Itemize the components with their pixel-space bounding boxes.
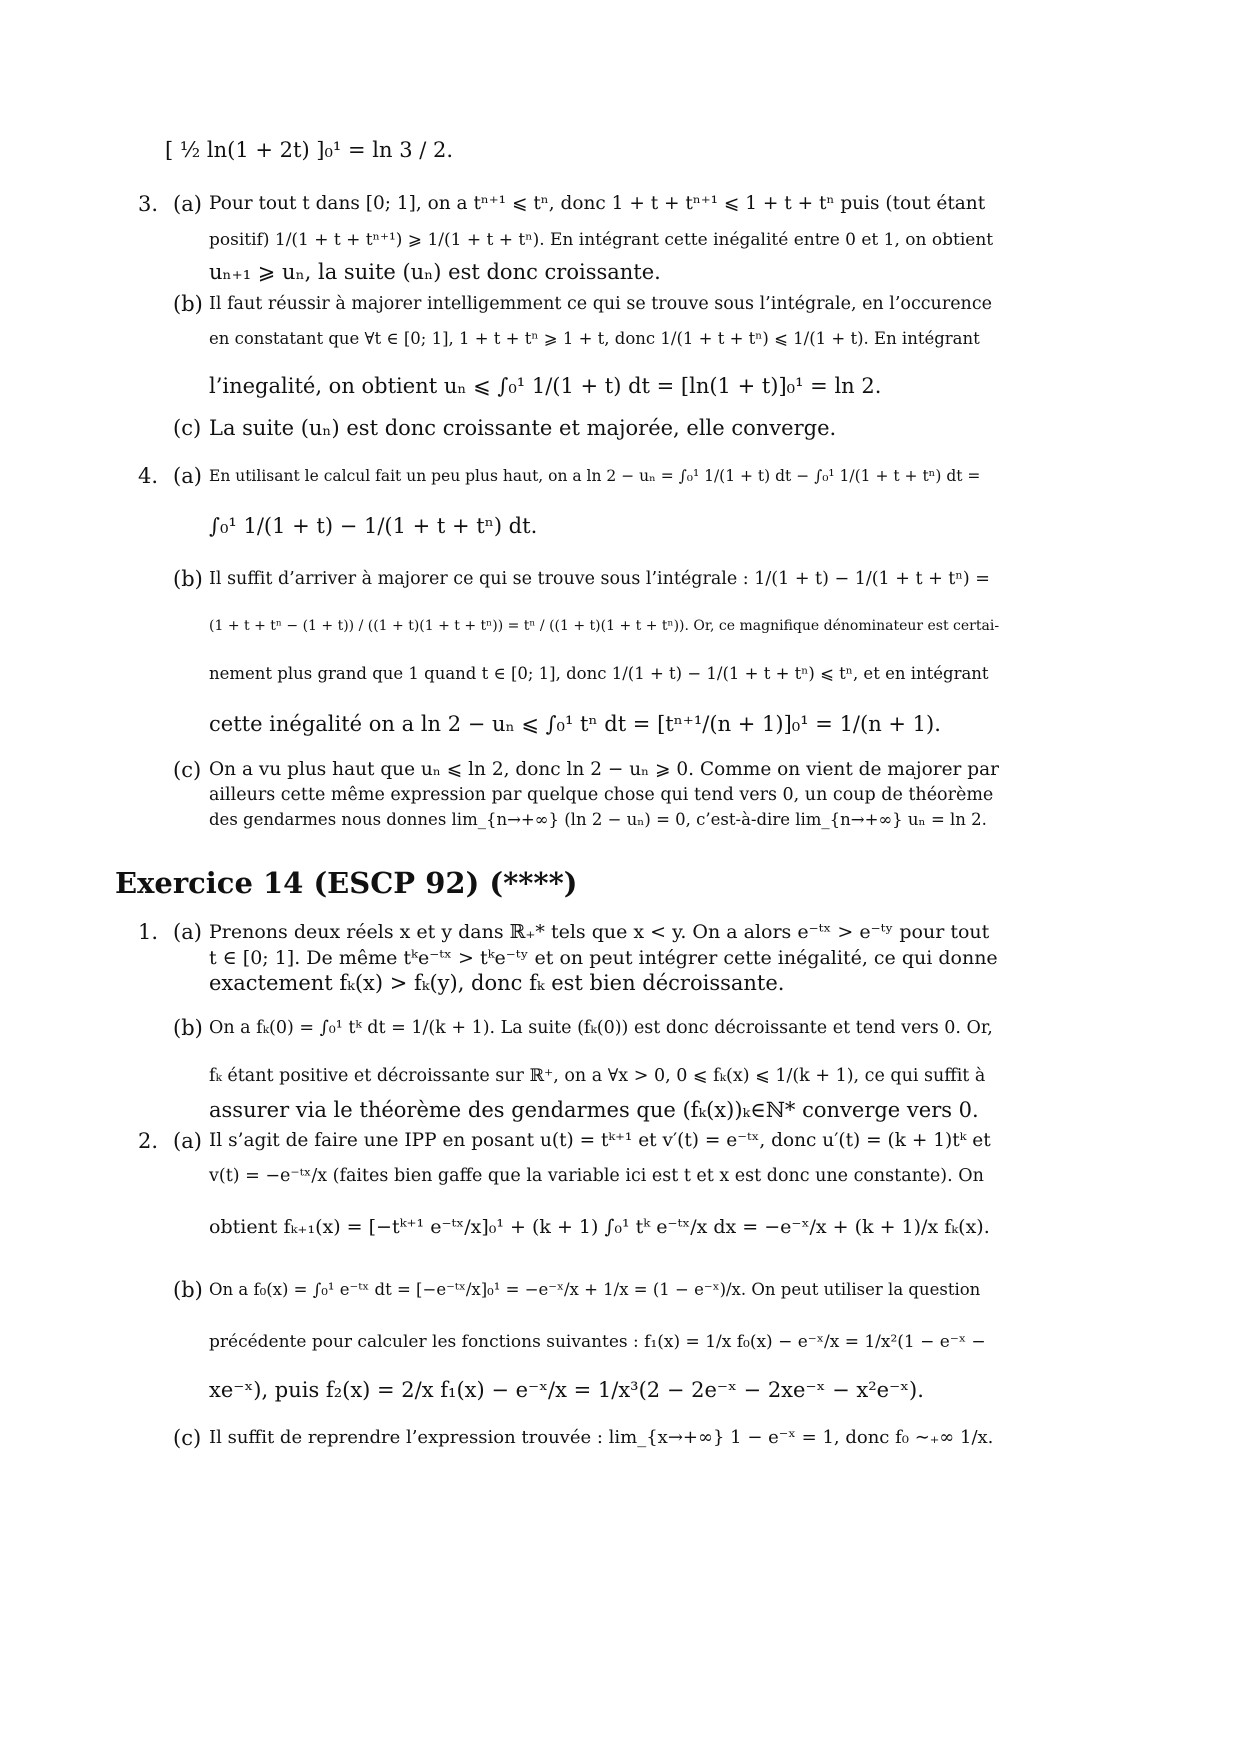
q3a-line-2: positif) 1/(1 + t + tⁿ⁺¹) ⩾ 1/(1 + t + tⁿ). En intégrant cette inégalité entre 0 et 1, on obtient [209,230,994,250]
q3a-line-1: Pour tout t dans [0; 1], on a tⁿ⁺¹ ⩽ tⁿ, donc 1 + t + tⁿ⁺¹ ⩽ 1 + t + tⁿ puis (tout étant [209,193,986,214]
ex14-q2a-line-2: v(t) = −e⁻ᵗˣ/x (faites bien gaffe que la variable ici est t et x est donc une constante). On [209,1166,984,1186]
q3a-line-3: uₙ₊₁ ⩾ uₙ, la suite (uₙ) est donc croissante. [209,260,661,284]
q4-number: 4. [138,464,159,488]
q3a-label: (a) [173,192,202,216]
ex14-q1a-line-1: Prenons deux réels x et y dans ℝ₊* tels que x < y. On a alors e⁻ᵗˣ > e⁻ᵗʸ pour tout [209,921,990,943]
ex14-q2a-label: (a) [173,1129,202,1153]
q3b-line-1: Il faut réussir à majorer intelligemment ce qui se trouve sous l’intégrale, en l’occurence [209,294,992,314]
q4c-line-3: des gendarmes nous donnes lim_{n→+∞} (ln 2 − uₙ) = 0, c’est-à-dire lim_{n→+∞} uₙ = ln 2. [209,810,987,829]
q4b-label: (b) [173,567,203,591]
q4b-line-4: cette inégalité on a ln 2 − uₙ ⩽ ∫₀¹ tⁿ dt = [tⁿ⁺¹/(n + 1)]₀¹ = 1/(n + 1). [209,712,941,736]
ex14-q2b-line-3: xe⁻ˣ), puis f₂(x) = 2/x f₁(x) − e⁻ˣ/x = 1/x³(2 − 2e⁻ˣ − 2xe⁻ˣ − x²e⁻ˣ). [209,1378,924,1402]
q4c-line-2: ailleurs cette même expression par quelque chose qui tend vers 0, un coup de théorème [209,785,994,805]
q3c-label: (c) [173,416,202,440]
ex14-q2a-line-1: Il s’agit de faire une IPP en posant u(t) = tᵏ⁺¹ et v′(t) = e⁻ᵗˣ, donc u′(t) = (k + 1)tᵏ et [209,1130,991,1151]
q3b-line-2: en constatant que ∀t ∈ [0; 1], 1 + t + tⁿ ⩾ 1 + t, donc 1/(1 + t + tⁿ) ⩽ 1/(1 + t). En intégrant [209,329,980,348]
ex14-q2b-label: (b) [173,1278,203,1302]
ex14-q1a-line-2: t ∈ [0; 1]. De même tᵏe⁻ᵗˣ > tᵏe⁻ᵗʸ et on peut intégrer cette inégalité, ce qui donne [209,947,998,969]
q4c-label: (c) [173,758,202,782]
q4b-line-1: Il suffit d’arriver à majorer ce qui se trouve sous l’intégrale : 1/(1 + t) − 1/(1 + t + tⁿ) = [209,569,990,589]
ex14-q1b-label: (b) [173,1016,203,1040]
q3c-line-1: La suite (uₙ) est donc croissante et majorée, elle converge. [209,416,837,440]
q4a-line-1: En utilisant le calcul fait un peu plus haut, on a ln 2 − uₙ = ∫₀¹ 1/(1 + t) dt − ∫₀¹ 1/(1 + t + tⁿ) dt = [209,467,981,485]
q4c-line-1: On a vu plus haut que uₙ ⩽ ln 2, donc ln 2 − uₙ ⩾ 0. Comme on vient de majorer par [209,759,999,780]
ex14-q2c-line-1: Il suffit de reprendre l’expression trouvée : lim_{x→+∞} 1 − e⁻ˣ = 1, donc f₀ ∼₊∞ 1/x. [209,1427,994,1448]
q4a-label: (a) [173,464,202,488]
ex14-q2b-line-2: précédente pour calculer les fonctions suivantes : f₁(x) = 1/x f₀(x) − e⁻ˣ/x = 1/x²(1 − e⁻ˣ − [209,1332,986,1352]
ex14-q1b-line-1: On a fₖ(0) = ∫₀¹ tᵏ dt = 1/(k + 1). La suite (fₖ(0)) est donc décroissante et tend vers 0. Or, [209,1018,993,1038]
q4b-line-3: nement plus grand que 1 quand t ∈ [0; 1], donc 1/(1 + t) − 1/(1 + t + tⁿ) ⩽ tⁿ, et en intégrant [209,664,989,683]
ex14-q2-number: 2. [138,1129,159,1153]
top-bracket-expression: [ ½ ln(1 + 2t) ]₀¹ = ln 3 / 2. [165,138,454,162]
ex14-q1b-line-2: fₖ étant positive et décroissante sur ℝ⁺, on a ∀x > 0, 0 ⩽ fₖ(x) ⩽ 1/(k + 1), ce qui suffit à [209,1066,986,1086]
ex14-q2c-label: (c) [173,1426,202,1450]
ex14-q1a-line-3: exactement fₖ(x) > fₖ(y), donc fₖ est bien décroissante. [209,971,785,995]
exercise-14-title: Exercice 14 (ESCP 92) (****) [115,866,578,900]
ex14-q1a-label: (a) [173,920,202,944]
q3-number: 3. [138,192,159,216]
ex14-q2a-line-3: obtient fₖ₊₁(x) = [−tᵏ⁺¹ e⁻ᵗˣ/x]₀¹ + (k + 1) ∫₀¹ tᵏ e⁻ᵗˣ/x dx = −e⁻ˣ/x + (k + 1)/x fₖ(x). [209,1216,990,1238]
q3b-label: (b) [173,292,203,316]
ex14-q1b-line-3: assurer via le théorème des gendarmes que (fₖ(x))ₖ∈ℕ* converge vers 0. [209,1098,979,1122]
ex14-q1-number: 1. [138,920,159,944]
q3b-line-3: l’inegalité, on obtient uₙ ⩽ ∫₀¹ 1/(1 + t) dt = [ln(1 + t)]₀¹ = ln 2. [209,374,882,398]
ex14-q2b-line-1: On a f₀(x) = ∫₀¹ e⁻ᵗˣ dt = [−e⁻ᵗˣ/x]₀¹ = −e⁻ˣ/x + 1/x = (1 − e⁻ˣ)/x. On peut utiliser la question [209,1280,981,1299]
q4a-line-2: ∫₀¹ 1/(1 + t) − 1/(1 + t + tⁿ) dt. [209,514,538,538]
q4b-line-2: (1 + t + tⁿ − (1 + t)) / ((1 + t)(1 + t + tⁿ)) = tⁿ / ((1 + t)(1 + t + tⁿ)). Or, ce magnifique dénominateur est certai- [209,618,1000,634]
